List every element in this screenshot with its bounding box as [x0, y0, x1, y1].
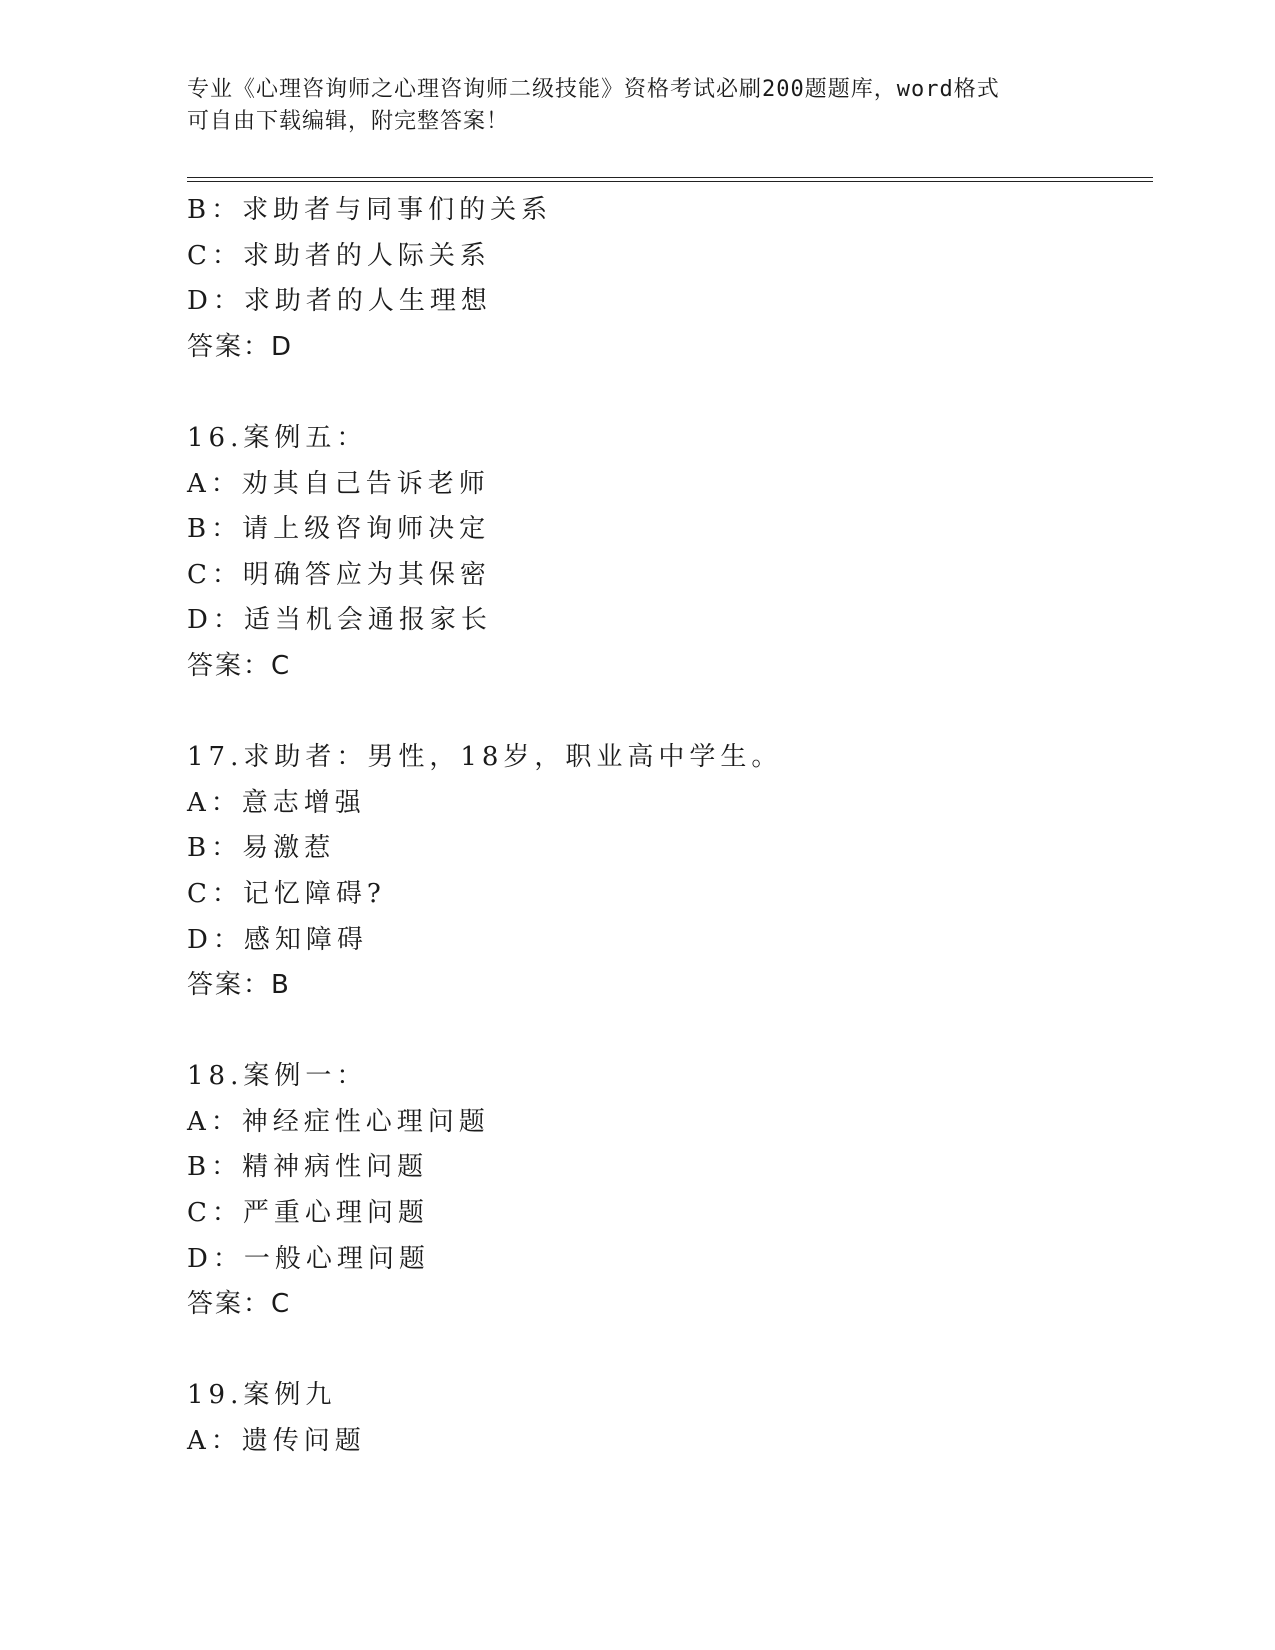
- question-gap: [187, 1328, 1147, 1374]
- question-list: [187, 188, 1147, 1465]
- question-19-option-a: A：遗传问题: [187, 1426, 366, 1457]
- question-gap: [187, 1009, 1147, 1055]
- question-17-stem: 17.求助者：男性，18岁，职业高中学生。: [187, 742, 783, 773]
- question-15: [187, 188, 1147, 370]
- question-16-option-b: B：请上级咨询师决定: [187, 514, 491, 545]
- question-17-option-d: D：感知障碍: [187, 924, 368, 955]
- question-18-option-c: C：严重心理问题: [187, 1198, 429, 1229]
- header-double-rule: [187, 177, 1153, 182]
- question-17-option-b: B：易激惹: [187, 833, 336, 864]
- header-title-line-2: 可自由下载编辑，附完整答案！: [187, 109, 510, 134]
- question-gap: [187, 690, 1147, 736]
- question-16-stem: 16.案例五：: [187, 422, 368, 453]
- question-16: [187, 416, 1147, 690]
- question-18-option-d: D：一般心理问题: [187, 1243, 430, 1274]
- question-gap: [187, 370, 1147, 416]
- document-header: [187, 74, 1087, 138]
- question-17-answer: 答案：B: [187, 970, 291, 1001]
- question-18-option-a: A：神经症性心理问题: [187, 1106, 490, 1137]
- question-16-option-a: A：劝其自己告诉老师: [187, 468, 490, 499]
- question-18-stem: 18.案例一：: [187, 1061, 368, 1092]
- question-18: [187, 1054, 1147, 1328]
- question-17: [187, 735, 1147, 1009]
- question-15-option-b: B：求助者与同事们的关系: [187, 195, 553, 225]
- question-18-option-b: B：精神病性问题: [187, 1152, 429, 1183]
- question-15-option-c: C：求助者的人际关系: [187, 240, 491, 271]
- question-17-option-c: C：记忆障碍?: [187, 878, 386, 909]
- question-17-option-a: A：意志增强: [187, 787, 366, 818]
- question-16-answer: 答案：C: [187, 650, 292, 681]
- question-19-stem: 19.案例九: [187, 1380, 337, 1411]
- question-15-answer: 答案：D: [187, 331, 294, 362]
- question-16-option-d: D：适当机会通报家长: [187, 605, 492, 636]
- question-15-option-d: D：求助者的人生理想: [187, 286, 492, 317]
- header-title-line-1: 专业《心理咨询师之心理咨询师二级技能》资格考试必刷200题题库，word格式: [187, 77, 1000, 102]
- question-18-answer: 答案：C: [187, 1289, 292, 1320]
- question-16-option-c: C：明确答应为其保密: [187, 559, 491, 590]
- question-19: [187, 1373, 1147, 1464]
